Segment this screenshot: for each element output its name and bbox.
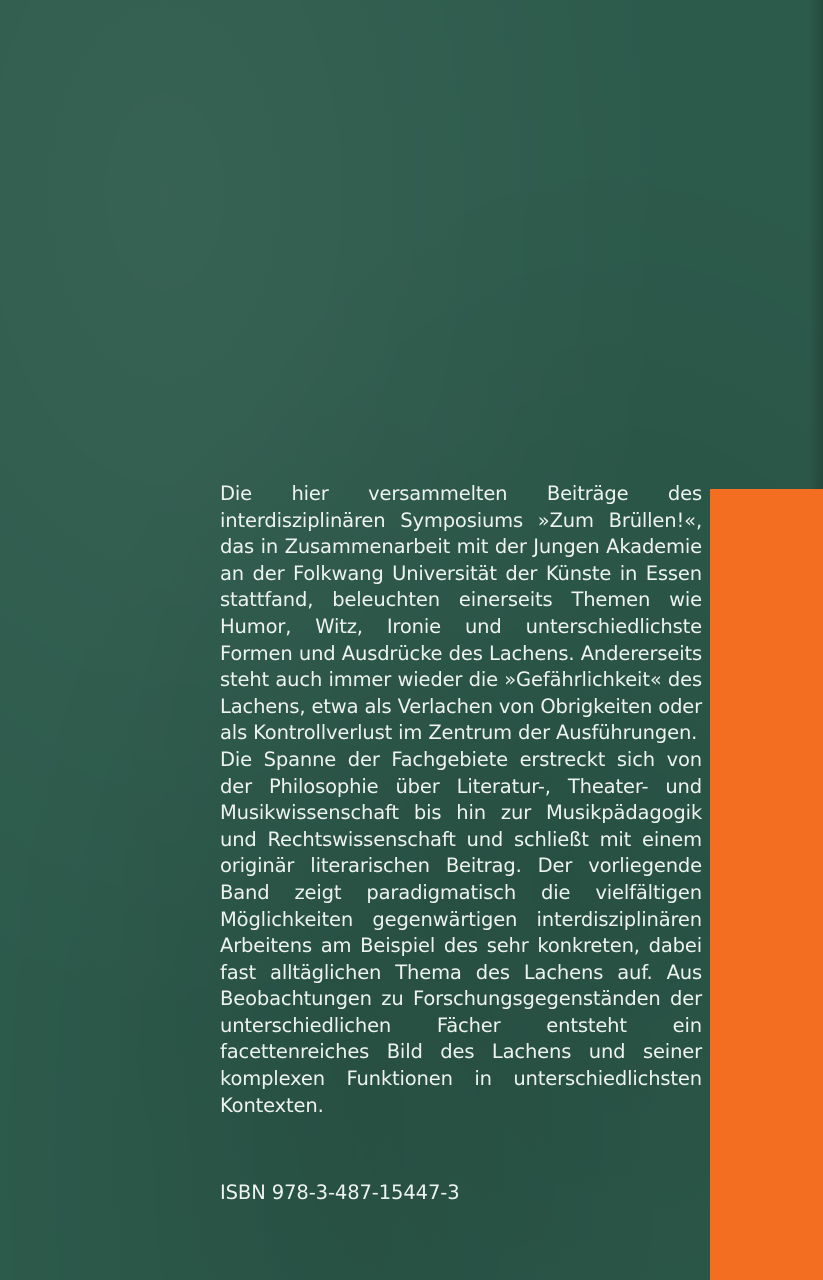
blurb-text bbox=[220, 481, 702, 1119]
isbn-number: ISBN 978-3-487-15447-3 bbox=[220, 1181, 460, 1204]
blurb-paragraph-1: Die hier versammelten Beiträge des interdisziplinären Symposiums »Zum Brüllen!«, das in Zusammenarbeit mit der Jungen Akademie an der Folkwang Universität der Künste in Essen stattfand, beleuchten einerseits Themen wie Humor, Witz, Ironie und unterschiedlichste Formen und Ausdrücke des Lachens. Andererseits steht auch immer wieder die »Gefährlichkeit« des Lachens, etwa als Verlachen von Obrigkeiten oder als Kontrollverlust im Zentrum der Ausführungen. bbox=[220, 482, 703, 745]
blurb-paragraph-2: Die Spanne der Fachgebiete erstreckt sich von der Philosophie über Literatur-, Theater- und Musikwissenschaft bis hin zur Musikpädagogik und Rechtswissenschaft und schließt mit einem originär literarischen Beitrag. Der vorliegende Band zeigt paradigmatisch die vielfältigen Möglichkeiten gegenwärtigen interdisziplinären Arbeitens am Beispiel des sehr konkreten, dabei fast alltäglichen Thema des Lachens auf. Aus Beobachtungen zu Forschungsgegenständen der unterschiedlichen Fächer entsteht ein facettenreiches Bild des Lachens und seiner komplexen Funktionen in unterschiedlichsten Kontexten. bbox=[220, 747, 702, 1117]
orange-accent-band bbox=[710, 489, 823, 1280]
